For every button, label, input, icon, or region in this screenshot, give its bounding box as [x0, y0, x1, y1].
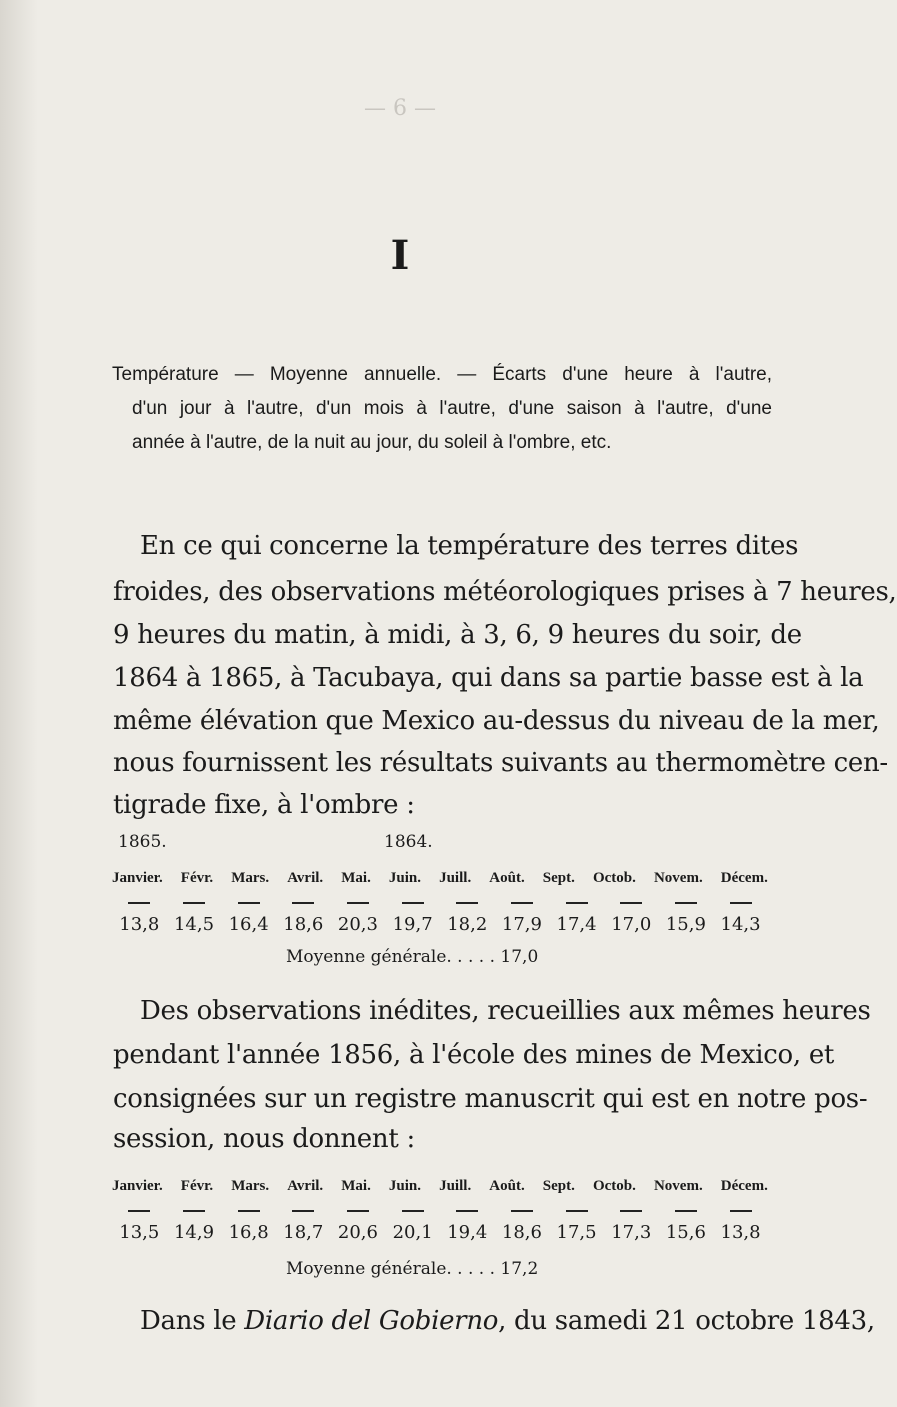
dash-rule [238, 1210, 260, 1212]
page-number: — 6 — [364, 96, 436, 121]
dash-rule [511, 902, 533, 904]
temperature-value: 14,9 [173, 1222, 215, 1243]
table-2-average [286, 1258, 686, 1280]
temperature-value: 14,3 [720, 914, 761, 935]
temperature-value: 18,7 [283, 1222, 324, 1243]
month-header: Juin. [388, 1178, 422, 1194]
page-gutter-shadow [0, 0, 38, 1407]
month-header: Avril. [287, 870, 324, 886]
paragraph-2-line-4: session, nous donnent : [113, 1124, 415, 1154]
table-2-month-header [112, 1176, 768, 1196]
dash-rule [292, 1210, 314, 1212]
paragraph-3-line-1 [140, 1300, 875, 1342]
paragraph-3-prefix: Dans le [140, 1306, 245, 1336]
dash-rule [402, 902, 424, 904]
dash-rule [128, 1210, 150, 1212]
dash-rule [675, 902, 697, 904]
table-1-average [286, 946, 686, 968]
month-header: Févr. [180, 1178, 214, 1194]
dash-rule [511, 1210, 533, 1212]
paragraph-1-line-4: 1864 à 1865, à Tacubaya, qui dans sa partie basse est à la [113, 663, 864, 693]
dash-rule [402, 1210, 424, 1212]
temperature-value: 17,3 [611, 1222, 652, 1243]
average-value: 17,0 [500, 947, 539, 967]
temperature-value: 13,8 [720, 1222, 761, 1243]
month-header: Octob. [592, 870, 636, 886]
dash-rule [620, 902, 642, 904]
table-1-year-right: 1864. [384, 832, 433, 852]
temperature-value: 13,8 [119, 914, 160, 935]
dash-rule [347, 1210, 369, 1212]
average-label: Moyenne générale. . . . . [286, 1259, 496, 1279]
temperature-value: 18,6 [283, 914, 324, 935]
temperature-value: 20,1 [392, 1222, 433, 1243]
section-summary-line-3: année à l'autre, de la nuit au jour, du soleil à l'ombre, etc. [132, 432, 612, 453]
temperature-value: 15,9 [665, 914, 706, 935]
month-header: Mai. [341, 870, 371, 886]
temperature-value: 17,5 [556, 1222, 597, 1243]
paragraph-3-suffix: , du samedi 21 octobre 1843, [498, 1306, 875, 1336]
paragraph-1-line-7: tigrade fixe, à l'ombre : [113, 790, 415, 820]
dash-rule [675, 1210, 697, 1212]
temperature-value: 14,5 [173, 914, 215, 935]
dash-rule [456, 1210, 478, 1212]
month-header: Octob. [592, 1178, 636, 1194]
table-1-dash-row [112, 902, 768, 904]
temperature-value: 13,5 [119, 1222, 160, 1243]
dash-rule [730, 902, 752, 904]
dash-rule [128, 902, 150, 904]
temperature-value: 17,4 [556, 914, 597, 935]
paragraph-1-line-6: nous fournissent les résultats suivants au thermomètre cen- [113, 748, 888, 778]
month-header: Décem. [720, 1178, 768, 1194]
temperature-value: 16,4 [228, 914, 269, 935]
temperature-value: 17,0 [611, 914, 652, 935]
month-header: Janvier. [112, 1178, 163, 1194]
table-1-month-header [112, 868, 768, 888]
average-value: 17,2 [500, 1259, 539, 1279]
dash-rule [183, 902, 205, 904]
table-2-dash-row [112, 1210, 768, 1212]
dash-rule [183, 1210, 205, 1212]
table-1-year-left: 1865. [118, 832, 167, 852]
month-header: Sept. [542, 1178, 575, 1194]
month-header: Juin. [388, 870, 422, 886]
paragraph-1-line-5: même élévation que Mexico au-dessus du niveau de la mer, [113, 706, 880, 736]
section-summary-line-2: d'un jour à l'autre, d'un mois à l'autre, d'une saison à l'autre, d'une [132, 398, 772, 419]
temperature-value: 19,4 [447, 1222, 488, 1243]
dash-rule [347, 902, 369, 904]
average-label: Moyenne générale. . . . . [286, 947, 496, 967]
section-summary-line-1: Température — Moyenne annuelle. — Écarts d'une heure à l'autre, [112, 364, 772, 385]
temperature-value: 18,2 [447, 914, 488, 935]
temperature-value: 20,3 [337, 914, 378, 935]
month-header: Août. [489, 1178, 525, 1194]
dash-rule [566, 902, 588, 904]
dash-rule [456, 902, 478, 904]
temperature-value: 18,6 [501, 1222, 542, 1243]
temperature-value: 16,8 [228, 1222, 269, 1243]
month-header: Mai. [341, 1178, 371, 1194]
month-header: Juill. [439, 1178, 472, 1194]
month-header: Sept. [542, 870, 575, 886]
month-header: Mars. [231, 1178, 270, 1194]
dash-rule [566, 1210, 588, 1212]
table-2-values [112, 1222, 768, 1244]
month-header: Novem. [653, 870, 703, 886]
paragraph-2-line-1: Des observations inédites, recueillies aux mêmes heures [140, 996, 871, 1026]
month-header: Févr. [180, 870, 214, 886]
month-header: Novem. [653, 1178, 703, 1194]
temperature-value: 19,7 [392, 914, 433, 935]
dash-rule [292, 902, 314, 904]
temperature-value: 20,6 [337, 1222, 378, 1243]
month-header: Juill. [439, 870, 472, 886]
temperature-value: 17,9 [501, 914, 542, 935]
paragraph-1-line-2: froides, des observations météorologiques prises à 7 heures, [113, 577, 897, 607]
month-header: Août. [489, 870, 525, 886]
section-numeral: I [390, 232, 410, 279]
dash-rule [730, 1210, 752, 1212]
paragraph-2-line-3: consignées sur un registre manuscrit qui est en notre pos- [113, 1084, 868, 1114]
month-header: Janvier. [112, 870, 163, 886]
table-1-values [112, 914, 768, 936]
dash-rule [238, 902, 260, 904]
temperature-value: 15,6 [665, 1222, 706, 1243]
paragraph-2-line-2: pendant l'année 1856, à l'école des mines de Mexico, et [113, 1040, 835, 1070]
month-header: Avril. [287, 1178, 324, 1194]
dash-rule [620, 1210, 642, 1212]
month-header: Mars. [231, 870, 270, 886]
month-header: Décem. [720, 870, 768, 886]
newspaper-title: Diario del Gobierno [244, 1306, 499, 1336]
paragraph-1-line-3: 9 heures du matin, à midi, à 3, 6, 9 heures du soir, de [113, 620, 802, 650]
paragraph-1-line-1: En ce qui concerne la température des terres dites [140, 531, 799, 561]
